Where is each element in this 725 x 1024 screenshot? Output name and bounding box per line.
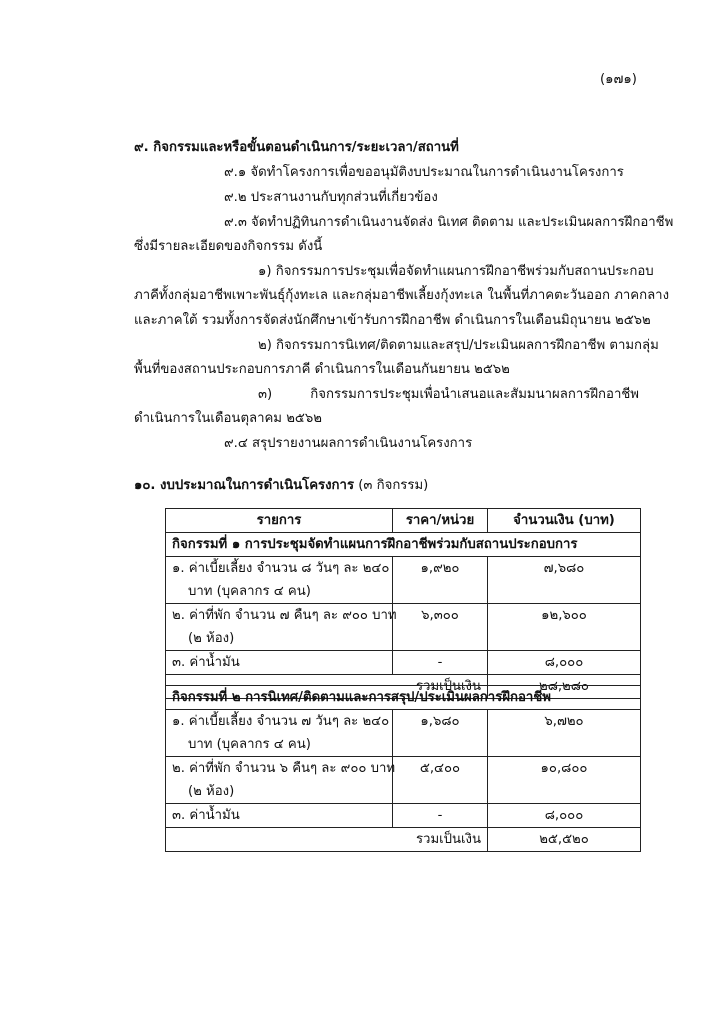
section-9-item-3-line-2: ซึ่งมีรายละเอียดของกิจกรรม ดังนี้ — [134, 239, 323, 254]
activity-3-line-2: ดำเนินการในเดือนตุลาคม ๒๕๖๒ — [134, 411, 322, 426]
column-header-item: รายการ — [166, 509, 393, 533]
page-number: (๑๗๑) — [600, 72, 637, 87]
section-9-item-3-line-1: ๙.๓ จัดทำปฏิทินการดำเนินงานจัดส่ง นิเทศ ติดตาม และประเมินผลการฝึกอาชีพ — [224, 215, 674, 230]
section-9-item-2: ๙.๒ ประสานงานกับทุกส่วนที่เกี่ยวข้อง — [224, 190, 438, 205]
row-amount: ๗,๖๘๐ — [488, 557, 641, 604]
row-description: ๒. ค่าที่พัก จำนวน ๗ คืนๆ ละ ๙๐๐ บาท (๒ ห้อง) — [166, 604, 393, 651]
activity-1-line-1: ๑) กิจกรรมการประชุมเพื่อจัดทำแผนการฝึกอาชีพร่วมกับสถานประกอบ — [258, 264, 654, 279]
activity-2-line-1: ๒) กิจกรรมการนิเทศ/ติดตามและสรุป/ประเมินผลการฝึกอาชีพ ตามกลุ่ม — [258, 338, 659, 353]
activity-group-row — [166, 533, 641, 557]
table-row — [166, 651, 641, 675]
total-amount: ๒๘,๒๘๐ — [488, 675, 641, 699]
activity-1-line-3: และภาคใต้ รวมทั้งการจัดส่งนักศึกษาเข้ารับการฝึกอาชีพ ดำเนินการในเดือนมิถุนายน ๒๕๖๒ — [134, 313, 651, 328]
section-9-item-1: ๙.๑ จัดทำโครงการเพื่อขออนุมัติงบประมาณในการดำเนินงานโครงการ — [224, 165, 624, 180]
activity-1-line-2: ภาคีทั้งกลุ่มอาชีพเพาะพันธุ์กุ้งทะเล และกลุ่มอาชีพเลี้ยงกุ้งทะเล ในพื้นที่ภาคตะวันออก ภาคกลาง — [134, 288, 670, 303]
activity-2-title: กิจกรรมที่ ๒ การนิเทศ/ติดตามและการสรุป/ประเมินผลการฝึกอาชีพ — [166, 686, 641, 710]
row-amount: ๖,๗๒๐ — [488, 710, 641, 757]
total-label: รวมเป็นเงิน — [166, 675, 488, 699]
row-amount: ๘,๐๐๐ — [488, 651, 641, 675]
section-10-title: ๑๐. งบประมาณในการดำเนินโครงการ — [134, 478, 355, 493]
row-description: ๑. ค่าเบี้ยเลี้ยง จำนวน ๘ วันๆ ละ ๒๔๐ บาท (บุคลากร ๔ คน) — [166, 557, 393, 604]
row-amount: ๘,๐๐๐ — [488, 804, 641, 828]
column-header-amount: จำนวนเงิน (บาท) — [488, 509, 641, 533]
budget-table-activity-1 — [165, 508, 641, 699]
row-amount: ๑๒,๖๐๐ — [488, 604, 641, 651]
table-row — [166, 604, 641, 651]
row-unit-price: ๑,๖๘๐ — [393, 710, 488, 757]
row-unit-price: - — [393, 804, 488, 828]
table-row — [166, 710, 641, 757]
section-10-heading — [134, 474, 428, 495]
column-header-unit-price: ราคา/หน่วย — [393, 509, 488, 533]
section-9-heading: ๙. กิจกรรมและหรือขั้นตอนดำเนินการ/ระยะเวลา/สถานที่ — [134, 140, 459, 155]
row-description: ๑. ค่าเบี้ยเลี้ยง จำนวน ๗ วันๆ ละ ๒๔๐ บาท (บุคลากร ๔ คน) — [166, 710, 393, 757]
table-row — [166, 557, 641, 604]
row-description: ๓. ค่าน้ำมัน — [166, 651, 393, 675]
section-9-item-4: ๙.๔ สรุปรายงานผลการดำเนินงานโครงการ — [224, 436, 473, 451]
row-description: ๒. ค่าที่พัก จำนวน ๖ คืนๆ ละ ๙๐๐ บาท (๒ ห้อง) — [166, 757, 393, 804]
total-row — [166, 828, 641, 852]
table-row — [166, 757, 641, 804]
activity-2-line-2: พื้นที่ของสถานประกอบการภาคี ดำเนินการในเดือนกันยายน ๒๕๖๒ — [134, 362, 510, 377]
row-unit-price: ๑,๙๒๐ — [393, 557, 488, 604]
row-description: ๓. ค่าน้ำมัน — [166, 804, 393, 828]
activity-group-row — [166, 686, 641, 710]
budget-table-activity-2 — [165, 685, 641, 852]
row-unit-price: - — [393, 651, 488, 675]
activity-1-title: กิจกรรมที่ ๑ การประชุมจัดทำแผนการฝึกอาชีพร่วมกับสถานประกอบการ — [166, 533, 641, 557]
total-amount: ๒๕,๕๒๐ — [488, 828, 641, 852]
section-10-note: (๓ กิจกรรม) — [358, 478, 429, 493]
row-unit-price: ๕,๔๐๐ — [393, 757, 488, 804]
activity-3-line-1: ๓) กิจกรรมการประชุมเพื่อนำเสนอและสัมมนาผลการฝึกอาชีพ — [258, 387, 639, 402]
table-row — [166, 804, 641, 828]
table-header-row — [166, 509, 641, 533]
row-amount: ๑๐,๘๐๐ — [488, 757, 641, 804]
total-label: รวมเป็นเงิน — [166, 828, 488, 852]
row-unit-price: ๖,๓๐๐ — [393, 604, 488, 651]
